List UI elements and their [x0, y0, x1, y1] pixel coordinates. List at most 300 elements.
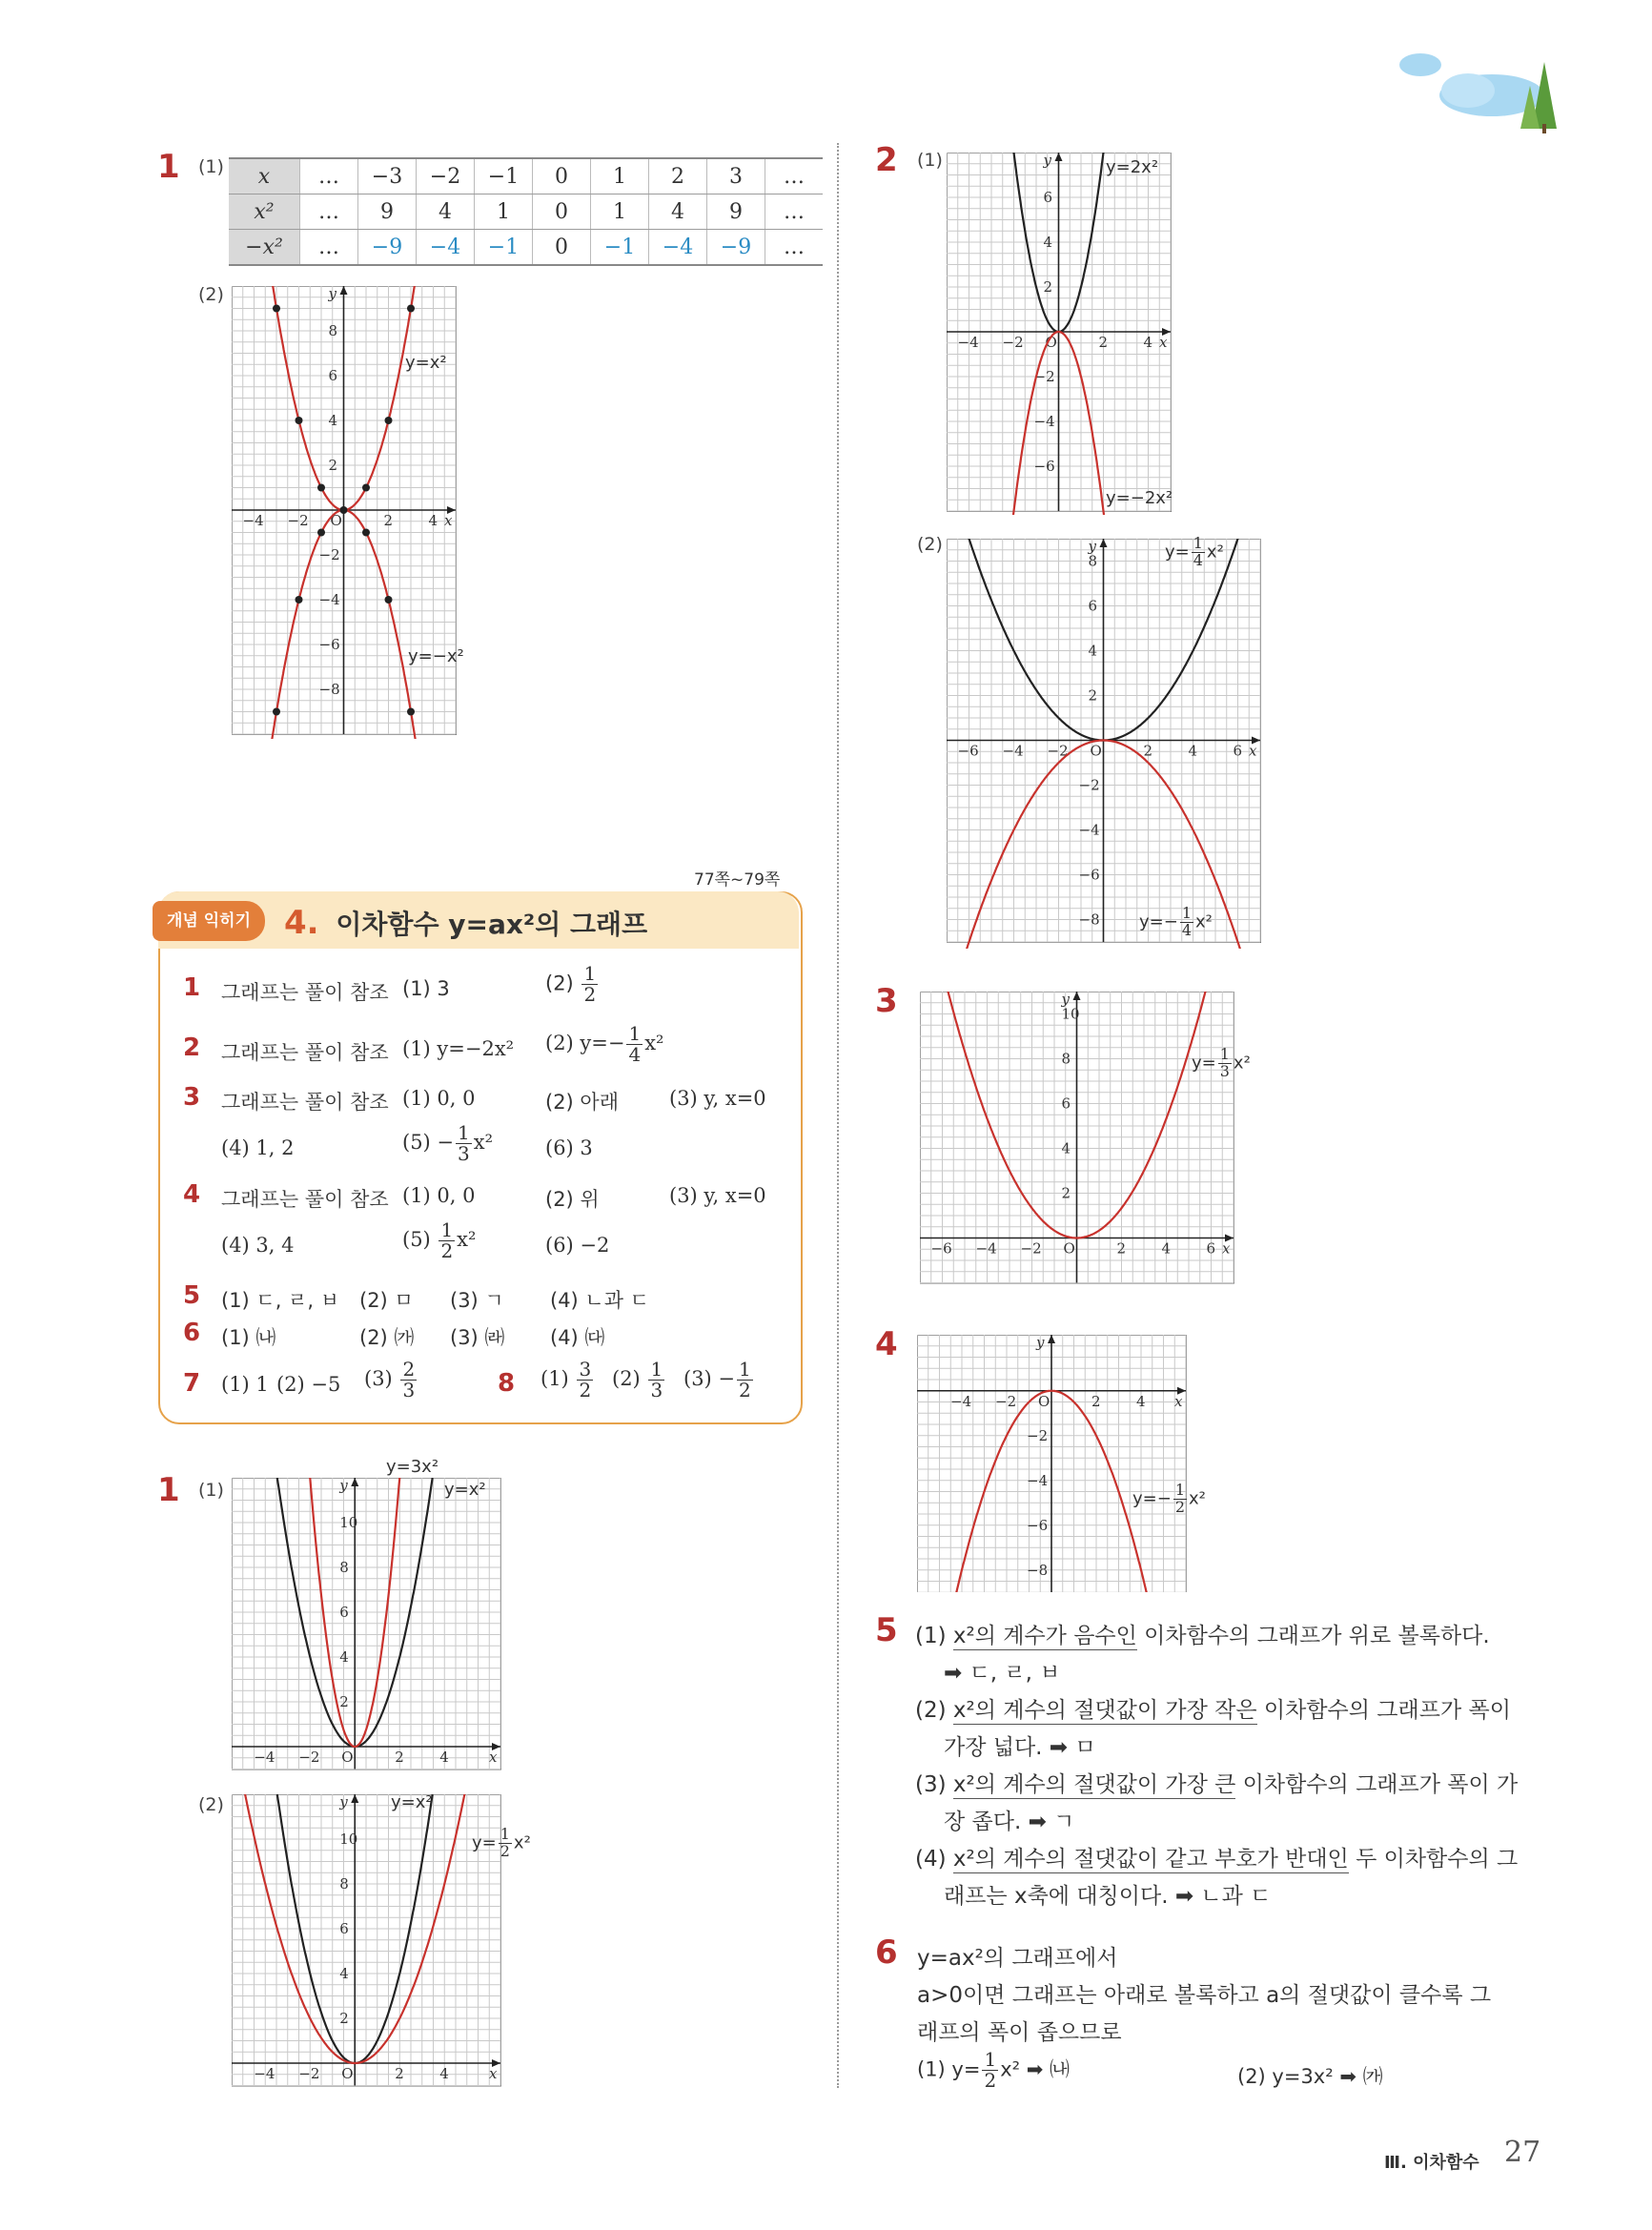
x-tick-label: −2 — [995, 1392, 1017, 1410]
y-tick-label: 8 — [339, 1559, 349, 1576]
y-tick-label: 6 — [1088, 597, 1098, 615]
curve-label — [1165, 536, 1224, 569]
answer: (2) ㈎ — [359, 1326, 415, 1349]
row-number: 6 — [183, 1319, 201, 1347]
frac-num: 1 — [1181, 904, 1193, 922]
answer: (1) 0, 0 — [402, 1087, 476, 1110]
frac-num: 1 — [500, 1825, 510, 1843]
answer — [402, 1123, 493, 1164]
answer — [612, 1360, 666, 1401]
table-cell: 9 — [707, 194, 765, 230]
y-axis-label: y — [1043, 153, 1051, 169]
graph-y-half-x2 — [232, 1794, 503, 2090]
y-tick-label: 6 — [339, 1604, 349, 1621]
y-tick-label: 4 — [339, 1965, 349, 1982]
x-tick-label: −4 — [950, 1392, 972, 1410]
y-tick-label: 4 — [1043, 234, 1053, 251]
table-cell: … — [765, 230, 824, 266]
x-tick-label: 2 — [1091, 1392, 1101, 1410]
answer: (4) ㈐ — [550, 1326, 605, 1349]
table-row — [229, 194, 823, 230]
origin-label: O — [1045, 334, 1057, 351]
y-tick-label: 10 — [339, 1514, 358, 1531]
y-tick-label: 4 — [1061, 1139, 1071, 1157]
fraction — [456, 1123, 472, 1164]
curve-label — [1132, 1483, 1206, 1516]
y-tick-label: 6 — [328, 367, 338, 384]
graph-y-3x2 — [232, 1478, 503, 1773]
concept-badge: 개념 익히기 — [153, 901, 265, 941]
curve-label: y=x² — [405, 353, 447, 373]
answer-label: (3) − — [683, 1367, 736, 1390]
x-axis-label: x — [489, 1749, 498, 1766]
graph-y-third-x2 — [920, 992, 1244, 1287]
graph-y-neg-half-x2 — [917, 1335, 1193, 1592]
y-axis-label: y — [339, 1478, 348, 1494]
x-tick-label: 2 — [1143, 742, 1153, 760]
x-tick-label: −4 — [975, 1239, 997, 1258]
y-tick-label: 2 — [339, 1693, 349, 1710]
underlined-text: x²의 계수가 음수인 — [952, 1624, 1137, 1648]
fraction — [1173, 1483, 1187, 1516]
row-head: x² — [229, 194, 300, 230]
y-tick-label: −4 — [1078, 821, 1100, 839]
answer: (1) y=−2x² — [402, 1037, 515, 1060]
frac-num: 1 — [984, 2048, 997, 2071]
x-tick-label: −2 — [1002, 334, 1024, 351]
answer — [402, 1220, 476, 1261]
table-row — [229, 230, 823, 266]
answer: (1) 3 — [402, 977, 450, 1000]
data-point — [407, 708, 415, 716]
answer: (3) y, x=0 — [669, 1087, 766, 1110]
x-tick-label: 4 — [428, 512, 438, 529]
y-tick-label: 6 — [1061, 1095, 1071, 1113]
frac-den: 4 — [1193, 550, 1203, 569]
explanation-line — [915, 1618, 1490, 1649]
answer: (2) ㅁ — [359, 1289, 414, 1312]
section-title — [284, 904, 647, 942]
y-tick-label: −6 — [1033, 458, 1055, 475]
y-tick-label: 10 — [339, 1831, 358, 1848]
frac-den: 2 — [583, 983, 597, 1006]
underlined-text: x²의 계수의 절댓값이 가장 큰 — [952, 1772, 1236, 1797]
fraction — [581, 964, 598, 1005]
table-cell: … — [300, 158, 358, 194]
frac-den: 3 — [402, 1379, 416, 1401]
table-cell: 1 — [591, 194, 649, 230]
problem-number: 5 — [875, 1611, 898, 1649]
y-tick-label: −6 — [318, 636, 340, 653]
frac-den: 3 — [458, 1142, 470, 1165]
answer: (1) ㈏ — [221, 1326, 276, 1349]
table-cell: −2 — [417, 158, 475, 194]
label-tail: x² — [513, 1832, 531, 1853]
fraction — [1192, 536, 1205, 569]
y-tick-label: 10 — [1061, 1005, 1080, 1023]
x-tick-label: 2 — [395, 2065, 404, 2082]
line-post: 이차함수의 그래프가 폭이 — [1256, 1698, 1511, 1723]
curve-label — [472, 1827, 531, 1860]
y-tick-label: 2 — [339, 2010, 349, 2027]
frac-num: 1 — [583, 962, 597, 985]
section-number: 4. — [284, 904, 319, 942]
x-tick-label: 4 — [439, 1749, 449, 1766]
frac-den: 2 — [440, 1239, 454, 1262]
explanation-answer: ➡ ㄷ, ㄹ, ㅂ — [944, 1661, 1061, 1686]
x-tick-label: 4 — [1143, 334, 1153, 351]
frac-den: 2 — [500, 1841, 510, 1860]
part-label: (1) — [917, 150, 943, 171]
problem-number: 3 — [875, 982, 898, 1020]
answer: (3) y, x=0 — [669, 1184, 766, 1207]
part-label: (1) — [198, 1480, 224, 1501]
line-pre: (2) — [915, 1698, 953, 1723]
page-number: 27 — [1504, 2136, 1541, 2169]
answer-tail: x² — [644, 1032, 664, 1054]
curve-label: y=−2x² — [1106, 488, 1173, 508]
frac-num: 1 — [739, 1358, 751, 1381]
label-tail: x² — [1195, 911, 1213, 932]
answer — [364, 1360, 418, 1401]
origin-label: O — [1090, 742, 1102, 760]
explanation-line: y=ax²의 그래프에서 — [917, 1946, 1118, 1971]
origin-label: O — [341, 1749, 354, 1766]
origin-label: O — [1038, 1392, 1050, 1410]
label-tail: x² — [1189, 1488, 1206, 1509]
frac-num: 1 — [458, 1121, 470, 1144]
part-label: (1) — [198, 156, 224, 177]
frac-den: 2 — [984, 2069, 997, 2092]
y-tick-label: 8 — [328, 322, 338, 339]
data-point — [317, 529, 325, 537]
answer-tail: x² ➡ ㈏ — [1000, 2057, 1070, 2081]
frac-num: 1 — [1174, 1481, 1186, 1499]
line-post: 이차함수의 그래프가 폭이 가 — [1235, 1772, 1519, 1797]
frac-num: 2 — [402, 1358, 416, 1381]
y-tick-label: −2 — [1027, 1426, 1049, 1444]
y-axis-label: y — [328, 286, 337, 302]
frac-den: 2 — [739, 1379, 751, 1401]
frac-den: 4 — [628, 1043, 642, 1066]
x-axis-label: x — [1159, 334, 1168, 351]
table-cell: 4 — [417, 194, 475, 230]
curve-label: y=3x² — [386, 1457, 439, 1477]
see-solution: 그래프는 풀이 참조 — [221, 981, 389, 1004]
x-axis-label: x — [1222, 1239, 1231, 1258]
answer — [683, 1360, 755, 1401]
table-cell: 1 — [475, 194, 533, 230]
label-pre: y= — [472, 1832, 497, 1853]
value-table — [229, 157, 823, 266]
graph-y-quarter-x2 — [947, 539, 1271, 949]
x-axis-label: x — [489, 2065, 498, 2082]
answer: (2) y=3x² ➡ ㈎ — [1237, 2065, 1383, 2088]
row-number: 3 — [183, 1083, 201, 1112]
line-pre: (3) — [915, 1772, 953, 1797]
answer-label: (5) — [402, 1228, 431, 1251]
table-cell: −9 — [358, 230, 417, 266]
explanation-cont: 장 좁다. ➡ ㄱ — [944, 1810, 1075, 1834]
origin-label: O — [1063, 1239, 1075, 1258]
table-cell: 0 — [533, 230, 591, 266]
underlined-text: x²의 계수의 절댓값이 가장 작은 — [952, 1698, 1257, 1723]
explanation-line: a>0이면 그래프는 아래로 볼록하고 a의 절댓값이 클수록 그 — [917, 1983, 1492, 2008]
data-point — [317, 484, 325, 492]
table-cell: −4 — [649, 230, 707, 266]
y-tick-label: 4 — [1088, 642, 1098, 660]
answer: (6) 3 — [545, 1136, 593, 1159]
answer — [545, 1024, 663, 1065]
cloud-tree-icon — [1387, 38, 1568, 133]
column-divider — [837, 143, 839, 2088]
answer: (3) ㈑ — [450, 1326, 505, 1349]
frac-num: 1 — [1219, 1045, 1230, 1063]
y-tick-label: −4 — [1027, 1471, 1049, 1489]
answer-label: (2) y=− — [545, 1032, 625, 1054]
x-tick-label: −4 — [242, 512, 264, 529]
see-solution: 그래프는 풀이 참조 — [221, 1188, 389, 1211]
explanation-cont: 래프는 x축에 대칭이다. ➡ ㄴ과 ㄷ — [944, 1884, 1272, 1909]
data-point — [340, 506, 348, 514]
x-tick-label: 2 — [395, 1749, 404, 1766]
page-reference: 77쪽~79쪽 — [694, 870, 781, 890]
table-cell: … — [300, 194, 358, 230]
section-title-text: 이차함수 y=ax²의 그래프 — [336, 909, 648, 940]
table-cell: 9 — [358, 194, 417, 230]
answer: (2) 아래 — [545, 1091, 619, 1114]
data-point — [407, 305, 415, 313]
data-point — [385, 417, 393, 424]
answer: (1) 0, 0 — [402, 1184, 476, 1207]
curve-label: y=2x² — [1106, 157, 1159, 177]
label-pre: y=− — [1139, 911, 1178, 932]
frac-den: 3 — [650, 1379, 663, 1401]
fraction — [982, 2050, 998, 2091]
fraction — [438, 1220, 455, 1261]
table-cell: 4 — [649, 194, 707, 230]
label-pre: y=− — [1132, 1488, 1172, 1509]
answer-tail: x² — [473, 1131, 494, 1154]
data-point — [273, 305, 280, 313]
explanation-line — [915, 1841, 1518, 1872]
frac-den: 2 — [579, 1379, 592, 1401]
row-head: x — [229, 158, 300, 194]
x-tick-label: 4 — [1161, 1239, 1172, 1258]
answer: (4) 3, 4 — [221, 1234, 295, 1257]
curve-label — [1139, 906, 1213, 939]
x-tick-label: 4 — [439, 2065, 449, 2082]
row-number: 5 — [183, 1281, 201, 1310]
y-tick-label: 4 — [328, 412, 338, 429]
line-post: 두 이차함수의 그 — [1348, 1847, 1519, 1872]
y-tick-label: −4 — [318, 591, 340, 608]
y-tick-label: −2 — [1033, 368, 1055, 385]
table-cell: 0 — [533, 158, 591, 194]
y-tick-label: 4 — [339, 1648, 349, 1666]
x-tick-label: −6 — [957, 742, 979, 760]
y-tick-label: 6 — [339, 1920, 349, 1937]
y-tick-label: −4 — [1033, 413, 1055, 430]
x-tick-label: −4 — [254, 1749, 275, 1766]
row-head: −x² — [229, 230, 300, 266]
frac-num: 3 — [579, 1358, 592, 1381]
answer-label: (5) − — [402, 1131, 455, 1154]
y-tick-label: −6 — [1027, 1516, 1049, 1534]
y-axis-label: y — [1061, 992, 1070, 1008]
x-tick-label: 2 — [383, 512, 394, 529]
answer: (2) −5 — [276, 1373, 341, 1396]
x-tick-label: −2 — [287, 512, 309, 529]
label-tail: x² — [1206, 542, 1224, 563]
answer-label: (1) — [540, 1367, 569, 1390]
y-tick-label: 8 — [1061, 1050, 1071, 1068]
table-cell: … — [765, 158, 824, 194]
problem-number: 1 — [157, 148, 180, 186]
row-number: 2 — [183, 1033, 201, 1062]
label-pre: y= — [1165, 542, 1190, 563]
frac-den: 2 — [1174, 1497, 1186, 1516]
data-point — [296, 596, 303, 604]
curve-label: y=x² — [444, 1480, 486, 1500]
x-axis-label: x — [1174, 1392, 1183, 1410]
answer — [545, 964, 600, 1005]
answer: (4) 1, 2 — [221, 1136, 295, 1159]
data-point — [362, 484, 370, 492]
x-tick-label: 4 — [1136, 1392, 1146, 1410]
y-tick-label: −6 — [1078, 866, 1100, 884]
x-tick-label: −4 — [1002, 742, 1024, 760]
frac-num: 1 — [1193, 534, 1203, 552]
fraction — [1218, 1047, 1232, 1080]
y-tick-label: −8 — [1027, 1561, 1049, 1579]
data-point — [385, 596, 393, 604]
x-tick-label: −2 — [1047, 742, 1069, 760]
x-tick-label: 6 — [1233, 742, 1243, 760]
y-tick-label: 8 — [1088, 552, 1098, 570]
explanation-cont: 가장 넓다. ➡ ㅁ — [944, 1735, 1096, 1760]
table-cell: −1 — [591, 230, 649, 266]
table-cell: … — [300, 230, 358, 266]
data-point — [362, 529, 370, 537]
table-cell: −4 — [417, 230, 475, 266]
answer-label: (2) — [612, 1367, 641, 1390]
table-cell: 1 — [591, 158, 649, 194]
see-solution: 그래프는 풀이 참조 — [221, 1041, 389, 1064]
y-tick-label: 2 — [328, 457, 338, 474]
row-number: 8 — [498, 1369, 516, 1398]
frac-num: 1 — [650, 1358, 663, 1381]
table-cell: −3 — [358, 158, 417, 194]
answer-pre: (1) y= — [917, 2057, 981, 2081]
line-pre: (4) — [915, 1847, 953, 1872]
answer-label: (2) — [545, 972, 574, 995]
problem-number: 2 — [875, 141, 898, 179]
x-tick-label: −4 — [254, 2065, 275, 2082]
y-axis-label: y — [1036, 1335, 1045, 1351]
chapter-footer: Ⅲ. 이차함수 — [1384, 2153, 1479, 2173]
answer — [540, 1360, 595, 1401]
see-solution: 그래프는 풀이 참조 — [221, 1091, 389, 1114]
y-axis-label: y — [1088, 539, 1096, 555]
part-label: (2) — [917, 534, 943, 555]
y-tick-label: −8 — [1078, 910, 1100, 929]
x-tick-label: 2 — [1098, 334, 1109, 351]
answer: (1) ㄷ, ㄹ, ㅂ — [221, 1289, 339, 1312]
y-tick-label: 2 — [1043, 278, 1053, 296]
answer: (3) ㄱ — [450, 1289, 504, 1312]
table-cell: −9 — [707, 230, 765, 266]
explanation-line — [915, 1692, 1511, 1724]
part-label: (2) — [198, 284, 224, 305]
y-axis-label: y — [339, 1794, 348, 1811]
graph-y-2x2 — [947, 153, 1175, 515]
data-point — [273, 708, 280, 716]
y-tick-label: 8 — [339, 1875, 349, 1892]
x-tick-label: 6 — [1206, 1239, 1216, 1258]
curve-label: y=−x² — [408, 646, 464, 666]
answer-tail: x² — [457, 1228, 477, 1251]
underlined-text: x²의 계수의 절댓값이 같고 부호가 반대인 — [952, 1847, 1349, 1872]
problem-number: 6 — [875, 1933, 898, 1972]
line-pre: (1) — [915, 1624, 953, 1648]
y-tick-label: 2 — [1088, 686, 1098, 705]
answer — [917, 2050, 1070, 2091]
x-tick-label: 2 — [1116, 1239, 1127, 1258]
table-row — [229, 158, 823, 194]
row-number: 1 — [183, 973, 201, 1002]
row-number: 7 — [183, 1369, 201, 1398]
curve-label: y=x² — [391, 1792, 433, 1812]
x-tick-label: 4 — [1188, 742, 1198, 760]
table-cell: −1 — [475, 230, 533, 266]
curve-label — [1192, 1047, 1251, 1080]
table-cell: 0 — [533, 194, 591, 230]
fraction — [626, 1024, 642, 1065]
table-cell: 2 — [649, 158, 707, 194]
label-tail: x² — [1233, 1053, 1251, 1074]
explanation-line — [915, 1767, 1518, 1798]
data-point — [296, 417, 303, 424]
table-cell: 3 — [707, 158, 765, 194]
frac-den: 3 — [1219, 1061, 1230, 1080]
answer: (2) 위 — [545, 1188, 600, 1211]
y-tick-label: −2 — [318, 546, 340, 563]
origin-label: O — [330, 512, 342, 529]
answer: (4) ㄴ과 ㄷ — [550, 1289, 649, 1312]
x-tick-label: −4 — [957, 334, 979, 351]
line-post: 이차함수의 그래프가 위로 볼록하다. — [1136, 1624, 1490, 1648]
fraction — [1180, 906, 1193, 939]
fraction — [499, 1827, 512, 1860]
fraction — [737, 1360, 753, 1401]
problem-number: 1 — [157, 1471, 180, 1509]
x-tick-label: −6 — [930, 1239, 952, 1258]
explanation-line: 래프의 폭이 좁으므로 — [917, 2020, 1122, 2045]
table-cell: … — [765, 194, 824, 230]
fraction — [577, 1360, 593, 1401]
frac-den: 4 — [1181, 920, 1193, 939]
x-tick-label: −2 — [298, 1749, 320, 1766]
origin-label: O — [341, 2065, 354, 2082]
table-cell: −1 — [475, 158, 533, 194]
part-label: (2) — [198, 1794, 224, 1815]
answer: (1) 1 — [221, 1373, 269, 1396]
x-tick-label: −2 — [298, 2065, 320, 2082]
y-tick-label: −2 — [1078, 776, 1100, 794]
y-tick-label: 2 — [1061, 1184, 1071, 1202]
answer-label: (3) — [364, 1367, 393, 1390]
